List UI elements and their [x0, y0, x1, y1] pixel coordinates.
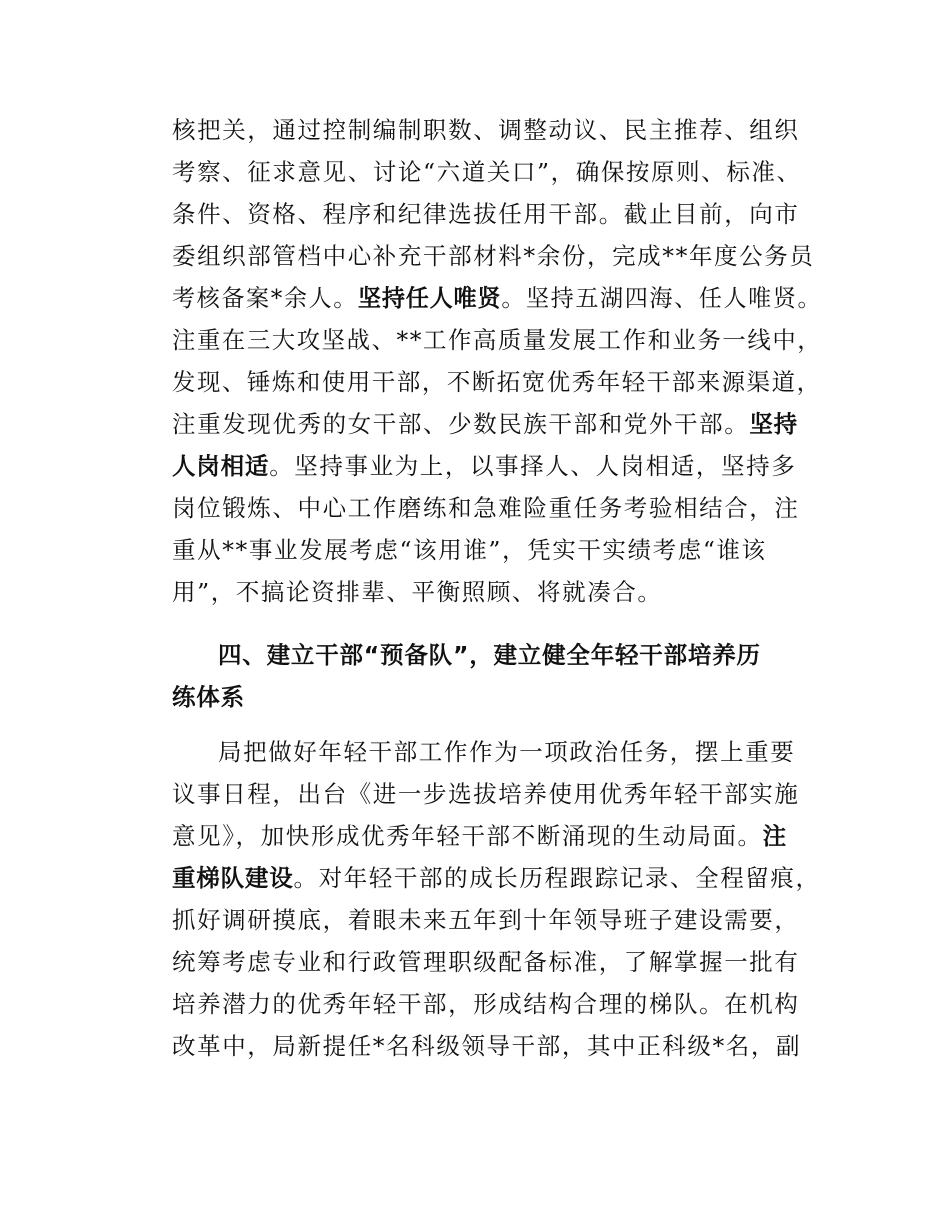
para1-line-1: 核把关，通过控制编制职数、调整动议、民主推荐、组织: [172, 116, 800, 144]
para2-line-3: [172, 815, 787, 857]
para1-line-3: 条件、资格、程序和纪律选拔任用干部。截止目前，向市: [172, 200, 800, 228]
para2-line-4-tail: 。对年轻干部的成长历程跟踪记录、全程留痕，: [293, 864, 821, 892]
para2-line-2: 议事日程，出台《进一步选拔培养使用优秀年轻干部实施: [172, 780, 800, 808]
para2-line-8: 改革中，局新提任*名科级领导干部，其中正科级*名，副: [172, 1032, 802, 1060]
para1-line-9-tail: 。坚持事业为上，以事择人、人岗相适，坚持多: [269, 452, 797, 480]
para1-line-6: 注重在三大攻坚战、**工作高质量发展工作和业务一线中，: [172, 326, 823, 354]
para1-line-5: [172, 277, 822, 319]
para1-line-7: 发现、锤炼和使用干部，不断拓宽优秀年轻干部来源渠道，: [172, 368, 822, 396]
para2-line-3-text: 意见》，加快形成优秀年轻干部不断涌现的生动局面。: [172, 822, 763, 850]
para1-line-8: [172, 403, 798, 445]
bold-phrase-tidui-jianshe: 重梯队建设: [172, 864, 294, 892]
para1-line-2: 考察、征求意见、讨论“六道关口”，确保按原则、标准、: [172, 158, 802, 186]
para2-line-6: 统筹考虑专业和行政管理职级配备标准，了解掌握一批有: [172, 948, 800, 976]
para1-line-5-tail: 。坚持五湖四海、任人唯贤。: [501, 284, 823, 312]
para1-line-10: 岗位锻炼、中心工作磨练和急难险重任务考验相结合，注: [172, 494, 800, 522]
bold-phrase-jianchi: 坚持: [749, 410, 798, 438]
para2-line-4: [172, 857, 821, 899]
para2-line-1: 局把做好年轻干部工作作为一项政治任务，摆上重要: [218, 738, 796, 766]
para1-line-4: 委组织部管档中心补充干部材料*余份，完成**年度公务员: [172, 242, 815, 270]
para1-line-11: 重从**事业发展考虑“该用谁”，凭实干实绩考虑“谁该: [172, 536, 767, 564]
para1-line-9: [172, 445, 796, 487]
bold-phrase-rengang-xiangshi: 人岗相适: [172, 452, 270, 480]
para2-line-5: 抓好调研摸底，着眼未来五年到十年领导班子建设需要，: [172, 906, 800, 934]
para2-line-7: 培养潜力的优秀年轻干部，形成结构合理的梯队。在机构: [172, 990, 800, 1018]
para1-line-8-text: 注重发现优秀的女干部、少数民族干部和党外干部。: [172, 410, 750, 438]
bold-phrase-zhu: 注: [762, 822, 787, 850]
section-heading-line-1: 四、建立干部“预备队”，建立健全年轻干部培养历: [218, 641, 761, 669]
bold-phrase-renren-weixian: 坚持任人唯贤: [357, 284, 502, 312]
para1-line-12: 用”，不搞论资排辈、平衡照顾、将就凑合。: [172, 578, 663, 606]
para1-line-5-text: 考核备案*余人。: [172, 284, 358, 312]
section-heading-line-2: 练体系: [172, 683, 245, 711]
